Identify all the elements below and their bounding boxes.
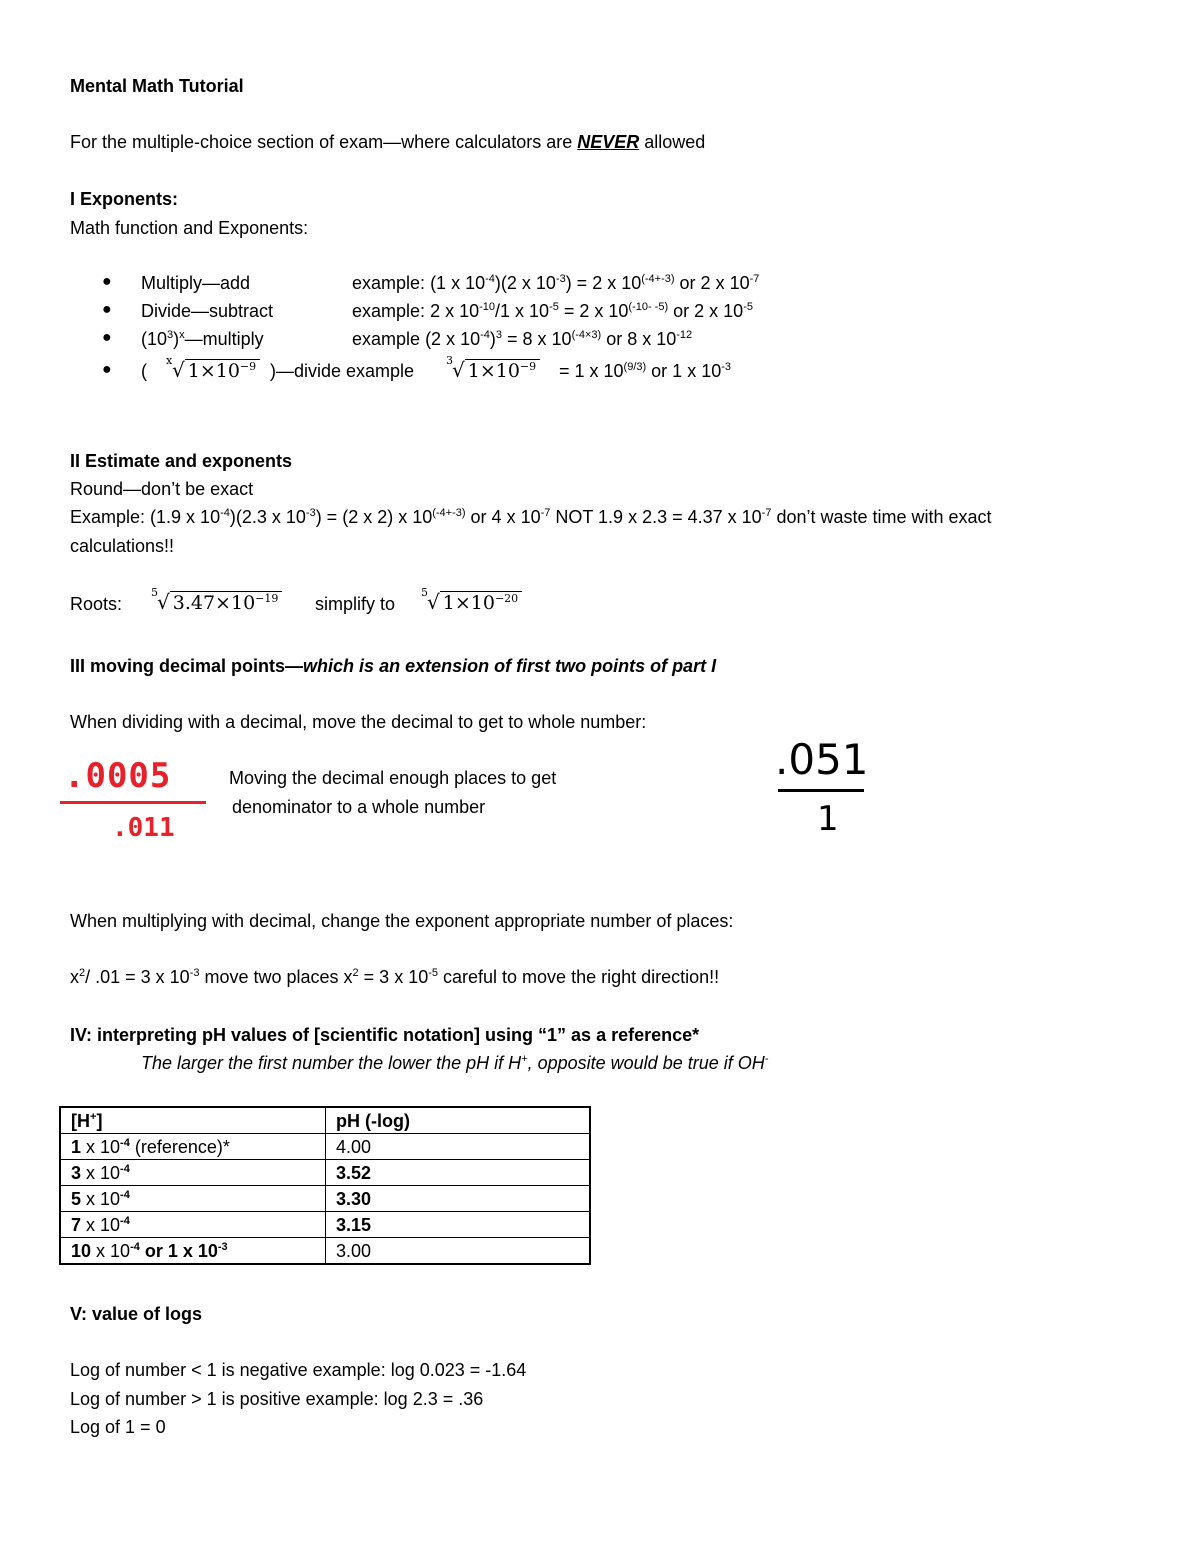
section2-heading: II Estimate and exponents <box>70 451 293 471</box>
table-row <box>60 1212 590 1238</box>
rule-text: $(10^3)^x—multiply$ <box>141 329 264 349</box>
moving-text-1: Moving the decimal enough places to get <box>229 768 557 788</box>
multiplying-example: $x^2/$ .01 = 3 x $10^{-3}$ move two places $x^2 = 3$ x $10^{-5}$ careful to move the right direction!! <box>70 967 720 987</box>
intro-emphasis: NEVER <box>577 132 640 152</box>
intro-line <box>70 131 705 153</box>
intro-text-end: allowed <box>639 132 706 152</box>
section3-heading: III moving decimal points—which is an extension of first two points of part I <box>70 656 717 676</box>
simplify-text: simplify to <box>315 594 396 614</box>
cell-ph: 3.15 <box>326 1212 591 1238</box>
section4-heading: IV: interpreting pH values of [scientific notation] using “1” as a reference* <box>70 1025 700 1045</box>
example-root-expression: 3 √ $1\times 10^{-9}$ <box>452 358 540 382</box>
bullet-icon: ● <box>102 361 112 378</box>
handwritten-numerator: .0005 <box>64 756 172 796</box>
table-row <box>60 1238 590 1265</box>
cell-ph: 3.52 <box>326 1160 591 1186</box>
bullet-icon: ● <box>102 301 112 318</box>
rule-open-paren: ( <box>141 361 147 381</box>
header-ph: pH (-log) <box>326 1107 591 1134</box>
roots-label: Roots: <box>70 594 123 614</box>
table-row <box>60 1186 590 1212</box>
cell-concentration: 5 x $10^{-4}$ <box>60 1186 326 1212</box>
root2-expression: 5 √ $1\times 10^{-20}$ <box>427 590 522 614</box>
cell-ph: 3.30 <box>326 1186 591 1212</box>
root-expression: x √ $1\times 10^{-9}$ <box>172 358 260 382</box>
bullet-icon: ● <box>102 273 112 290</box>
root1-expression: 5 √ $3.47\times 10^{-19}$ <box>157 590 282 614</box>
example-text: example: (1 x $10^{-4})(2$ x $10^{-3}) = 2$ x $10^{(-4+-3)}$ or 2 x $10^{-7}$ <box>352 273 760 293</box>
rule-text: )—divide example <box>270 361 415 381</box>
cell-concentration: 3 x $10^{-4}$ <box>60 1160 326 1186</box>
dividing-text: When dividing with a decimal, move the decimal to get to whole number: <box>70 712 647 732</box>
intro-text: For the multiple-choice section of exam—where calculators are <box>70 132 578 152</box>
log-line-positive: Log of number > 1 is positive example: log 2.3 = .36 <box>70 1389 484 1409</box>
bullet-power <box>0 329 1200 353</box>
example-text: = 1 x $10^{(9/3)}$ or 1 x $10^{-3}$ <box>559 361 731 381</box>
header-h-concentration: [H+] <box>60 1107 326 1134</box>
example-text: example (2 x $10^{-4})^3 = 8$ x $10^{(-4\times 3)}$ or 8 x $10^{-12}$ <box>352 329 693 349</box>
moving-text-2: denominator to a whole number <box>232 797 486 817</box>
bullet-divide <box>0 301 1200 325</box>
estimate-example-cont: calculations!! <box>70 536 175 556</box>
cell-ph: 4.00 <box>326 1134 591 1160</box>
table-row <box>60 1134 590 1160</box>
section1-heading: I Exponents: <box>70 189 179 209</box>
bullet-root <box>0 354 1200 386</box>
section1-subheading: Math function and Exponents: <box>70 218 309 238</box>
section4-note: The larger the first number the lower the pH if H+, opposite would be true if OH- <box>141 1053 769 1073</box>
log-line-negative: Log of number < 1 is negative example: log 0.023 = -1.64 <box>70 1360 527 1380</box>
multiplying-text: When multiplying with decimal, change the exponent appropriate number of places: <box>70 911 734 931</box>
fraction-bar-right <box>778 789 864 792</box>
cell-ph: 3.00 <box>326 1238 591 1265</box>
rule-text: Divide—subtract <box>141 301 274 321</box>
bullet-multiply <box>0 273 1200 297</box>
handwritten-right-numerator: .051 <box>775 735 869 784</box>
table-header-row <box>60 1107 590 1134</box>
cell-concentration: 7 x $10^{-4}$ <box>60 1212 326 1238</box>
log-line-one: Log of 1 = 0 <box>70 1417 166 1437</box>
ph-table <box>59 1106 591 1265</box>
handwritten-right-denominator: 1 <box>817 799 839 839</box>
page-title: Mental Math Tutorial <box>70 76 244 96</box>
rule-text: Multiply—add <box>141 273 251 293</box>
example-text: example: 2 x $10^{-10}/1$ x $10^{-5} = 2$ x $10^{(-10- -5)}$ or 2 x $10^{-5}$ <box>352 301 753 321</box>
fraction-bar <box>60 801 206 804</box>
round-text: Round—don’t be exact <box>70 479 254 499</box>
estimate-example: Example: (1.9 x $10^{-4})(2.3$ x $10^{-3}) = (2$ x 2) x $10^{(-4+-3)}$ or 4 x $10^{-7}$ NOT 1.9 x 2.3 = 4.37 x $10^{-7}$ don’t waste time with exact <box>70 507 992 527</box>
roots-line <box>0 588 1200 620</box>
bullet-icon: ● <box>102 329 112 346</box>
table-row <box>60 1160 590 1186</box>
cell-concentration: 10 x $10^{-4}$ or 1 x $10^{-3}$ <box>60 1238 326 1265</box>
handwritten-denominator: .011 <box>112 813 175 843</box>
section5-heading: V: value of logs <box>70 1304 203 1324</box>
cell-concentration: 1 x $10^{-4}$ (reference)* <box>60 1134 326 1160</box>
